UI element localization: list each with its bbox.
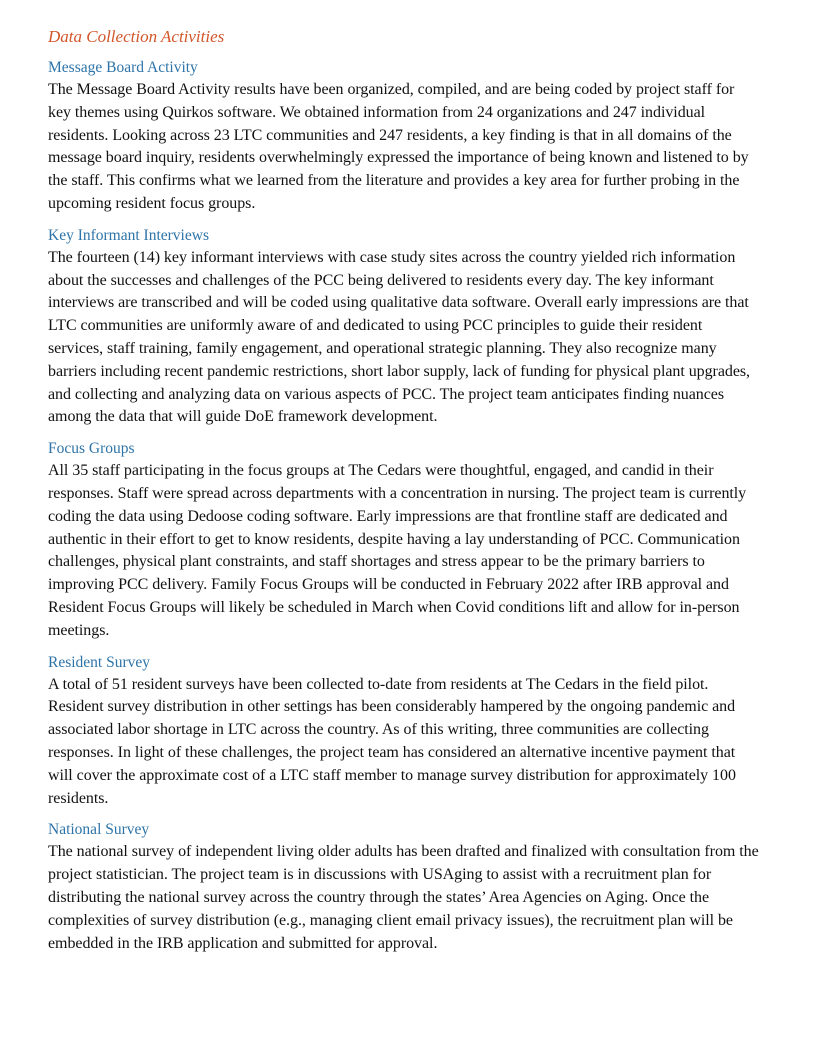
section-key-informant-interviews xyxy=(48,226,760,429)
section-national-survey xyxy=(48,820,760,955)
section-heading: National Survey xyxy=(48,821,150,839)
section-body: The fourteen (14) key informant interviews with case study sites across the country yielded rich information about the successes and challenges of the PCC being delivered to residents every day. The key informant interviews are transcribed and will be coded using qualitative data software. Overall early impressions are that LTC communities are uniformly aware of and dedicated to using PCC principles to guide their resident services, staff training, family engagement, and operational strategic planning. They also recognize many barriers including recent pandemic restrictions, short labor supply, lack of funding for physical plant upgrades, and collecting and analyzing data on various aspects of PCC. The project team anticipates finding nuances among the data that will guide DoE framework development. xyxy=(48,248,750,426)
document-page xyxy=(48,26,760,965)
section-message-board-activity xyxy=(48,58,760,216)
section-focus-groups xyxy=(48,439,760,642)
page-title: Data Collection Activities xyxy=(48,27,225,46)
section-body: A total of 51 resident surveys have been collected to-date from residents at The Cedars in the field pilot. Resident survey distribution in other settings has been considerably hampered by the ongoing pandemic and associated labor shortage in LTC across the country. As of this writing, three communities are collecting responses. In light of these challenges, the project team has considered an alternative incentive payment that will cover the approximate cost of a LTC staff member to manage survey distribution for approximately 100 residents. xyxy=(48,675,736,807)
section-body: The national survey of independent living older adults has been drafted and finalized with consultation from the project statistician. The project team is in discussions with USAging to assist with a recruitment plan for distributing the national survey across the country through the states’ Area Agencies on Aging. Once the complexities of survey distribution (e.g., managing client email privacy issues), the recruitment plan will be embedded in the IRB application and submitted for approval. xyxy=(48,843,759,952)
section-heading: Focus Groups xyxy=(48,440,135,458)
section-heading: Message Board Activity xyxy=(48,59,198,76)
section-heading: Key Informant Interviews xyxy=(48,226,209,244)
section-heading: Resident Survey xyxy=(48,653,151,671)
section-body: All 35 staff participating in the focus groups at The Cedars were thoughtful, engaged, and candid in their responses. Staff were spread across departments with a concentration in nursing. The project team is currently coding the data using Dedoose coding software. Early impressions are that frontline staff are dedicated and authentic in their effort to get to know residents, despite having a lay understanding of PCC. Communication challenges, physical plant constraints, and staff shortages and stress appear to be the primary barriers to improving PCC delivery. Family Focus Groups will be conducted in February 2022 after IRB approval and Resident Focus Groups will likely be scheduled in March when Covid conditions lift and allow for in-person meetings. xyxy=(48,462,747,639)
section-resident-survey xyxy=(48,653,760,811)
section-body: The Message Board Activity results have been organized, compiled, and are being coded by project staff for key themes using Quirkos software. We obtained information from 24 organizations and 247 individual residents. Looking across 23 LTC communities and 247 residents, a key finding is that in all domains of the message board inquiry, residents overwhelmingly expressed the importance of being known and listened to by the staff. This confirms what we learned from the literature and provides a key area for further probing in the upcoming resident focus groups. xyxy=(48,81,749,212)
